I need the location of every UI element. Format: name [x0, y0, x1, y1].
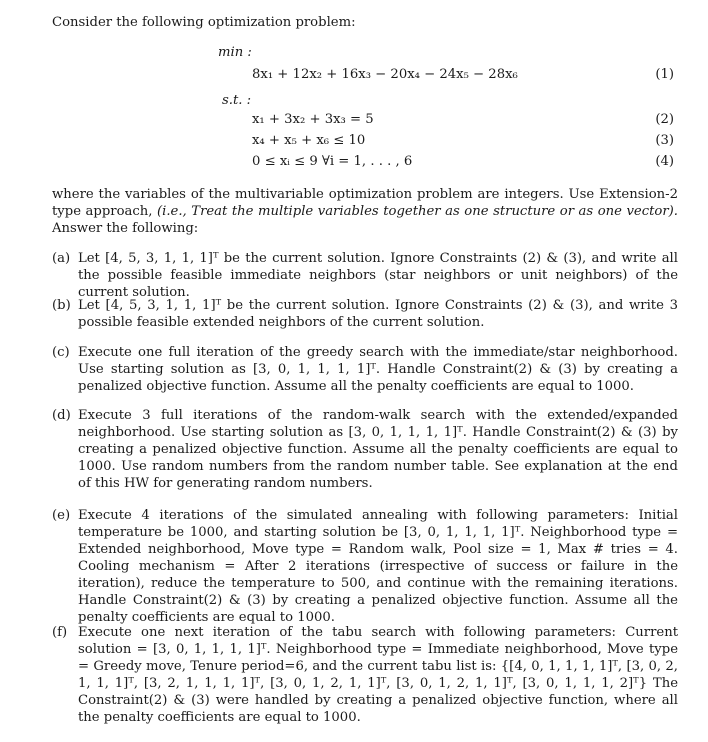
- objective-function: 8x₁ + 12x₂ + 16x₃ − 20x₄ − 24x₅ − 28x₆: [252, 67, 518, 82]
- min-label: min :: [218, 45, 252, 60]
- question-c: [52, 344, 678, 395]
- question-label: (c): [52, 345, 70, 360]
- question-label: (a): [52, 251, 71, 266]
- question-b: [52, 297, 678, 331]
- description-part-1: where the variables of the multivariable optimization problem are integers. Use Extension-2 type approach,: [52, 187, 678, 219]
- equation-number-4: (4): [655, 154, 674, 169]
- question-text: Execute one full iteration of the greedy search with the immediate/star neighborhood. Use starting solution as [3, 0, 1, 1, 1, 1]ᵀ. Handle Constraint(2) & (3) by creating a penalized objective function. Assume all the penalty coefficients are equal to 1000.: [78, 345, 678, 394]
- question-text: Let [4, 5, 3, 1, 1, 1]ᵀ be the current solution. Ignore Constraints (2) & (3), and write 3 possible feasible extended neighbors of the current solution.: [78, 298, 678, 330]
- question-label: (b): [52, 298, 71, 313]
- question-text: Let [4, 5, 3, 1, 1, 1]ᵀ be the current solution. Ignore Constraints (2) & (3), and write all the possible feasible immediate neighbors (star neighbors or unit neighbors) of the current solution.: [78, 251, 678, 300]
- question-text: Execute one next iteration of the tabu search with following parameters: Current solution = [3, 0, 1, 1, 1, 1]ᵀ. Neighborhood type = Immediate neighborhood, Move type = Greedy move, Tenure period=6, and the current tabu list is: {[4, 0, 1, 1, 1, 1]ᵀ, [3, 0, 2, 1, 1, 1]ᵀ, [3, 2, 1, 1, 1, 1]ᵀ, [3, 0, 1, 2, 1, 1]ᵀ, [3, 0, 1, 2, 1, 1]ᵀ, [3, 0, 1, 1, 1, 2]ᵀ} The Constraint(2) & (3) were handled by creating a penalized objective function, where all the penalty coefficients are equal to 1000.: [78, 625, 678, 725]
- problem-description: [52, 186, 678, 237]
- constraint-4: 0 ≤ xᵢ ≤ 9 ∀i = 1, . . . , 6: [252, 154, 413, 169]
- question-a: [52, 250, 678, 301]
- question-label: (d): [52, 408, 71, 423]
- question-text: Execute 3 full iterations of the random-walk search with the extended/expanded neighborhood. Use starting solution as [3, 0, 1, 1, 1, 1]ᵀ. Handle Constraint(2) & (3) by creating a penalized objective function. Assume all the penalty coefficients are equal to 1000. Use random numbers from the random number table. See explanation at the end of this HW for generating random numbers.: [78, 408, 678, 491]
- constraint-3: x₄ + x₅ + x₆ ≤ 10: [252, 133, 366, 148]
- question-text: Execute 4 iterations of the simulated annealing with following parameters: Initial temperature be 1000, and starting solution be [3, 0, 1, 1, 1, 1]ᵀ. Neighborhood type = Extended neighborhood, Move type = Random walk, Pool size = 1, Max # tries = 4. Cooling mechanism = After 2 iterations (irrespective of success or failure in the iteration), reduce the temperature to 500, and continue with the remaining iterations. Handle Constraint(2) & (3) by creating a penalized objective function. Assume all the penalty coefficients are equal to 1000.: [78, 508, 678, 625]
- constraint-2: x₁ + 3x₂ + 3x₃ = 5: [252, 112, 374, 127]
- question-d: [52, 407, 678, 492]
- equation-number-3: (3): [655, 133, 674, 148]
- question-e: [52, 507, 678, 626]
- subject-to-label: s.t. :: [222, 93, 252, 108]
- question-label: (e): [52, 508, 71, 523]
- description-part-2: Answer the following:: [52, 221, 199, 236]
- intro-text: Consider the following optimization problem:: [52, 15, 356, 30]
- equation-number-1: (1): [655, 67, 674, 82]
- question-label: (f): [52, 625, 68, 640]
- description-emphasis: (i.e., Treat the multiple variables together as one structure or as one vector).: [157, 204, 678, 219]
- equation-number-2: (2): [655, 112, 674, 127]
- question-f: [52, 624, 678, 726]
